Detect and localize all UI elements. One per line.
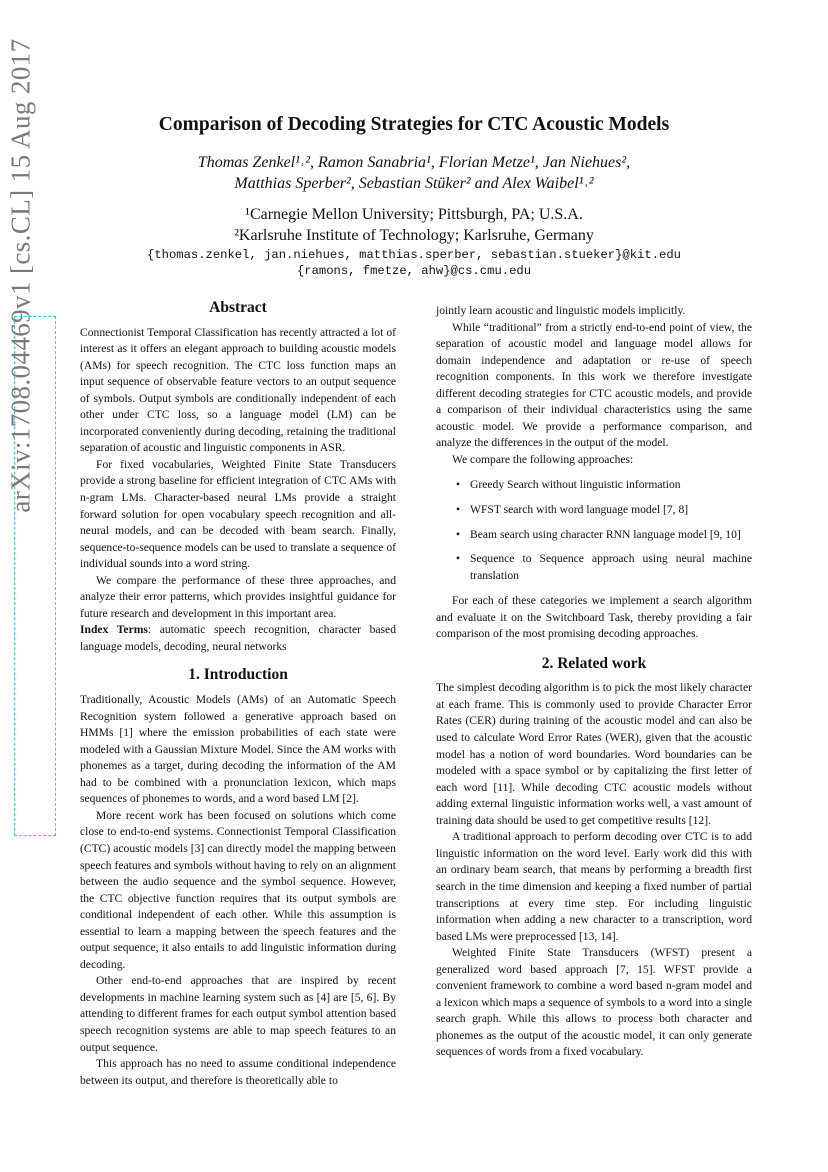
index-terms — [80, 622, 396, 655]
arxiv-identifier[interactable]: arXiv:1708.04469v1 [cs.CL] 15 Aug 2017 — [5, 38, 36, 513]
citation-link[interactable]: [2] — [342, 792, 356, 806]
author-list — [0, 152, 828, 194]
citation-link[interactable]: [7, 8] — [662, 503, 689, 517]
citation-link[interactable]: [3] — [190, 841, 205, 855]
related-paragraph-1: The simplest decoding algorithm is to pick the most likely character at each frame. This is commonly used to provide Character Error Rates (CER) during training of the acoustic model and can also be used to calculate Word Error Rates (WER), given that the acoustic model has a notion of word boundaries. Word boundaries can be modeled with a space symbol or by capitalizing the first letter of each word [11]. While decoding CTC acoustic models without adding external linguistic information works well, a vast amount of training data should be used to get competitive results [12]. — [436, 681, 753, 827]
related-work-heading: 2. Related work — [541, 654, 647, 672]
citation-link[interactable]: [7, 15] — [616, 962, 653, 976]
abstract-paragraph-3: We compare the performance of these three approaches, and analyze their error patterns, which provides insightful guidance for future research and development in this important area. — [80, 573, 396, 620]
email-addresses — [0, 247, 828, 279]
citation-link[interactable]: [9, 10] — [709, 527, 741, 541]
affiliations — [0, 204, 828, 246]
index-terms-label: Index Terms — [80, 623, 148, 637]
approach-list — [436, 477, 752, 584]
related-paragraph-3: Weighted Finite State Transducers (WFST) present a generalized word based approach [7, 15]. WFST provide a convenient framework to combine a word based n-gram model and a lexicon which maps a sequence of symbols to a word into a single search graph. While this allows to process both character and phonemes as the output of the acoustic model, it can only generate sequences of words from a fixed vocabulary. — [436, 946, 752, 1059]
list-item: • WFST search with word language model [7, 8] — [436, 502, 752, 519]
citation-link[interactable]: [11] — [493, 780, 513, 794]
intro-paragraph-1: Traditionally, Acoustic Models (AMs) of an Automatic Speech Recognition system followed a generative approach based on HMMs [1] where the emission probabilities of each state were modeled with a Gaussian Mixture Model. Since the AM works with phonemes as a target, during decoding the information of the AM had to be combined with a pronunciation lexicon, which maps sequences of phonemes to words, and a word based LM [2]. — [80, 693, 396, 806]
email-line-2: {ramons, fmetze, ahw}@cs.cmu.edu — [296, 264, 532, 278]
intro-paragraph-3: Other end-to-end approaches that are inspired by recent developments in machine learning system such as [4] are [5, 6]. By attending to different frames for each output symbol attention based speech recognition systems are able to map speech features to an output sequence. — [80, 974, 397, 1054]
index-terms-text: : automatic speech recognition, character based language models, decoding, neural networks — [80, 623, 396, 653]
citation-link[interactable]: [12] — [688, 813, 709, 827]
right-column — [436, 303, 752, 1061]
email-line-1: {thomas.zenkel, jan.niehues, matthias.sperber, sebastian.stueker}@kit.edu — [147, 248, 681, 262]
abstract-heading: Abstract — [209, 299, 267, 316]
left-column — [80, 300, 396, 1089]
intro-paragraph-7: We compare the following approaches: — [452, 452, 634, 466]
paper-title: Comparison of Decoding Strategies for CTC Acoustic Models — [158, 114, 670, 135]
intro-paragraph-2: More recent work has been focused on solutions which come close to end-to-end systems. Connectionist Temporal Classification (CTC) acoustic models [3] can directly model the mapping between speech features and symbols without having to rely on an alignment between the audio sequence and the symbol sequence. However, the CTC objective function requires that its output symbols are conditional independent of each other. While this assumption is essential to learn a mapping between the speech features and the output sequence, it also entails to add linguistic information during decoding. — [80, 808, 396, 971]
list-item: • Beam search using character RNN language model [9, 10] — [436, 527, 752, 544]
citation-link[interactable]: [4] — [316, 990, 331, 1004]
abstract-paragraph-1: Connectionist Temporal Classification has recently attracted a lot of interest as it offers an elegant approach to building acoustic models (AMs) for speech recognition. The CTC loss function maps an input sequence of observable feature vectors to an output sequence of symbols. Output symbols are conditionally independent of each other under CTC loss, so a language model (LM) can be incorporated conveniently during decoding, retaining the traditional separation of acoustic and linguistic components in ASR. — [80, 325, 396, 455]
citation-link[interactable]: [5, 6] — [350, 990, 377, 1004]
citation-link[interactable]: [13, 14] — [578, 929, 616, 943]
list-item: • Sequence to Sequence approach using neural machine translation — [436, 551, 752, 584]
intro-paragraph-6: While “traditional” from a strictly end-to-end point of view, the separation of acoustic model and language model allows for domain independence and adaptation or re-use of speech recognition components. In this work we therefore investigate different decoding strategies for CTC acoustic models, and provide a comparison of their individual characteristics using the same acoustic model. We provide a performance comparison, and analyze the differences in the output of the model. — [436, 320, 752, 450]
citation-link[interactable]: [1] — [119, 726, 133, 740]
abstract-paragraph-2: For fixed vocabularies, Weighted Finite State Transducers provide a strong baseline for efficient integration of CTC AMs with n-gram LMs. Character-based neural LMs provide a straight forward solution for open vocabulary speech recognition and all-neural models, and can be decoded with beam search. Finally, sequence-to-sequence models can be used to translate a sequence of individual sounds into a word string. — [80, 457, 396, 571]
related-paragraph-2: A traditional approach to perform decoding over CTC is to add linguistic information on the word level. Early work did this with an ordinary beam search, that means by performing a breadth first search in the time dimension and keeping a fixed number of partial transcriptions at every time step. For including linguistic information when adding a new character to a transcription, word based LMs were preprocessed [13, 14]. — [436, 830, 752, 943]
affiliation-1: ¹Carnegie Mellon University; Pittsburgh, PA; U.S.A. — [245, 206, 583, 223]
introduction-heading: 1. Introduction — [188, 666, 288, 684]
intro-paragraph-4: This approach has no need to assume conditional independence between its output, and therefore is theoretically able to — [80, 1057, 396, 1087]
author-line-2: Matthias Sperber², Sebastian Stüker² and Alex Waibel¹˒² — [234, 175, 594, 192]
intro-paragraph-5: jointly learn acoustic and linguistic models implicitly. — [436, 304, 686, 317]
affiliation-2: ²Karlsruhe Institute of Technology; Karlsruhe, Germany — [234, 227, 594, 244]
intro-paragraph-8: For each of these categories we implement a search algorithm and evaluate it on the Switchboard Task, thereby providing a fair comparison of the most promising decoding approaches. — [436, 594, 752, 641]
author-line-1: Thomas Zenkel¹˒², Ramon Sanabria¹, Florian Metze¹, Jan Niehues², — [197, 154, 631, 171]
list-item: • Greedy Search without linguistic information — [436, 477, 752, 494]
